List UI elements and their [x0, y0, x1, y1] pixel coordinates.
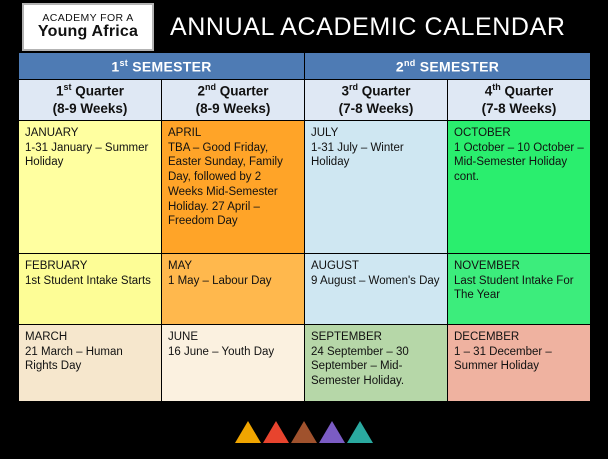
calendar-table-wrap [18, 52, 590, 402]
semester-header-2 [305, 53, 591, 80]
month-label: JUNE [168, 331, 199, 343]
quarter-1-rest: Quarter [71, 83, 125, 99]
triangle-icon-1 [235, 421, 261, 443]
month-label: DECEMBER [454, 331, 520, 343]
month-detail: 1st Student Intake Starts [25, 274, 151, 287]
month-detail: 9 August – Women's Day [311, 274, 440, 287]
month-row-2 [19, 254, 591, 325]
triangle-icon-5 [347, 421, 373, 443]
quarter-4-sup: th [492, 82, 501, 93]
month-detail: 16 June – Youth Day [168, 345, 275, 358]
month-label: APRIL [168, 127, 202, 139]
footer-decoration [0, 421, 608, 443]
quarter-1-weeks: (8-9 Weeks) [52, 100, 128, 116]
quarter-4-num: 4 [484, 83, 493, 99]
cell-september [305, 325, 448, 402]
semester-2-num: 2 [395, 58, 404, 75]
cell-april [162, 121, 305, 254]
cell-may [162, 254, 305, 325]
month-detail: 24 September – 30 September – Mid-Semester Holiday. [311, 345, 409, 388]
month-label: MARCH [25, 331, 68, 343]
semester-header-row [19, 53, 591, 80]
month-detail: TBA – Good Friday, Easter Sunday, Family Day, followed by 2 Weeks Mid-Semester Holiday. 27 April – Freedom Day [168, 141, 283, 228]
cell-february [19, 254, 162, 325]
quarter-3-rest: Quarter [357, 83, 411, 99]
logo-line-1: ACADEMY FOR A [42, 12, 134, 25]
triangle-icon-2 [263, 421, 289, 443]
semester-1-num: 1 [111, 58, 120, 75]
quarter-2-rest: Quarter [215, 83, 269, 99]
cell-august [305, 254, 448, 325]
quarter-3-weeks: (7-8 Weeks) [338, 100, 414, 116]
month-row-1 [19, 121, 591, 254]
month-detail: 1-31 July – Winter Holiday [311, 141, 404, 169]
semester-2-sup: nd [403, 57, 416, 68]
quarter-3-sup: rd [348, 82, 358, 93]
page-title: ANNUAL ACADEMIC CALENDAR [170, 12, 566, 41]
month-detail: 1 October – 10 October – Mid-Semester Holiday cont. [454, 141, 584, 184]
quarter-header-4 [448, 80, 591, 121]
month-label: SEPTEMBER [311, 331, 382, 343]
month-label: OCTOBER [454, 127, 511, 139]
semester-2-rest: SEMESTER [415, 58, 500, 75]
quarter-2-weeks: (8-9 Weeks) [195, 100, 271, 116]
cell-january [19, 121, 162, 254]
quarter-2-num: 2 [197, 83, 205, 99]
quarter-header-3 [305, 80, 448, 121]
month-label: MAY [168, 260, 193, 272]
triangle-icon-4 [319, 421, 345, 443]
semester-1-rest: SEMESTER [128, 58, 212, 75]
month-label: NOVEMBER [454, 260, 520, 272]
quarter-header-1 [19, 80, 162, 121]
triangle-icon-3 [291, 421, 317, 443]
quarter-1-num: 1 [55, 83, 64, 99]
cell-december [448, 325, 591, 402]
month-detail: 1 – 31 December – Summer Holiday [454, 345, 552, 373]
cell-november [448, 254, 591, 325]
cell-june [162, 325, 305, 402]
cell-october [448, 121, 591, 254]
quarter-2-sup: nd [204, 82, 216, 93]
logo-line-2: Young Africa [37, 23, 139, 41]
month-label: FEBRUARY [25, 260, 88, 272]
quarter-4-rest: Quarter [500, 83, 554, 99]
page-header [0, 0, 608, 52]
semester-header-1 [19, 53, 305, 80]
semester-1-sup: st [119, 57, 129, 68]
logo [22, 3, 154, 51]
quarter-3-num: 3 [341, 83, 349, 99]
quarter-4-weeks: (7-8 Weeks) [481, 100, 557, 116]
quarter-1-sup: st [63, 82, 72, 93]
month-detail: Last Student Intake For The Year [454, 274, 574, 302]
month-label: JULY [311, 127, 339, 139]
calendar-table [18, 52, 591, 402]
cell-march [19, 325, 162, 402]
month-detail: 1 May – Labour Day [168, 274, 272, 287]
quarter-header-2 [162, 80, 305, 121]
month-detail: 1-31 January – Summer Holiday [25, 141, 149, 169]
quarter-header-row [19, 80, 591, 121]
month-label: AUGUST [311, 260, 359, 272]
cell-july [305, 121, 448, 254]
month-detail: 21 March – Human Rights Day [25, 345, 123, 373]
month-row-3 [19, 325, 591, 402]
month-label: JANUARY [25, 127, 79, 139]
